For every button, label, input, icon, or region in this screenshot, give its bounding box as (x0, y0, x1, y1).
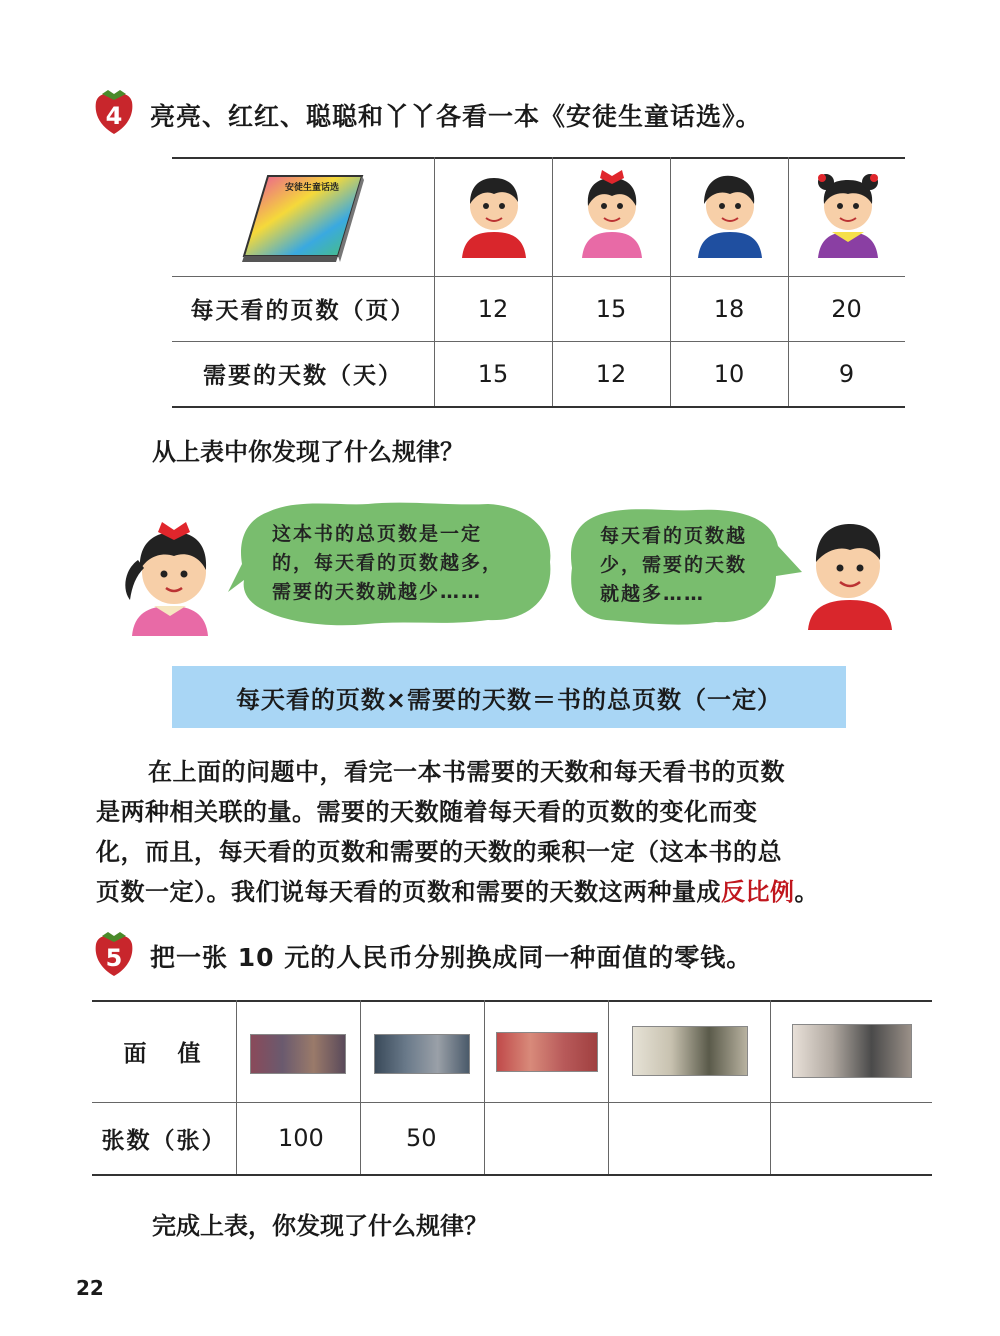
paragraph-line: 是两种相关联的量。需要的天数随着每天看的页数的变化而变 (96, 798, 758, 826)
question-5-prompt: 完成上表，你发现了什么规律？ (152, 1212, 488, 1240)
formula-box (172, 666, 846, 728)
days-value: 15 (477, 359, 509, 388)
question-4-prompt: 从上表中你发现了什么规律？ (152, 438, 464, 466)
banknote-5-yuan-image (632, 1026, 748, 1076)
question-4-number: 4 (105, 102, 123, 130)
congcong-portrait (692, 170, 768, 262)
pages-per-day-label: 每天看的页数（页） (190, 298, 416, 324)
left-bubble-line: 这本书的总页数是一定 (272, 523, 483, 545)
pages-value: 15 (595, 294, 627, 323)
left-speech-bubble (228, 500, 558, 634)
boy-illustration (800, 518, 900, 634)
sheet-count-value: 50 (406, 1124, 437, 1152)
paragraph-line: 在上面的问题中，看完一本书需要的天数和每天看书的页数 (148, 758, 785, 786)
paragraph-line-last (96, 872, 936, 912)
pages-value: 20 (831, 294, 862, 323)
inverse-proportion-term: 反比例 (721, 878, 795, 906)
yaya-portrait (808, 168, 888, 262)
left-bubble-line: 需要的天数就越少…… (272, 581, 483, 603)
banknote-1-yuan-image (496, 1032, 598, 1072)
sheet-count-input[interactable] (484, 1102, 608, 1174)
days-needed-label: 需要的天数（天） (203, 363, 403, 389)
pages-value: 12 (477, 294, 509, 323)
honghong-portrait (572, 168, 652, 262)
question-5-number: 5 (105, 944, 123, 972)
sheet-count-input[interactable] (608, 1102, 770, 1174)
left-bubble-line: 的，每天看的页数越多， (272, 552, 504, 574)
face-value-label: 面 值 (123, 1040, 205, 1067)
sheet-count-value: 100 (278, 1124, 324, 1152)
question-5-badge (92, 930, 136, 982)
book-cover-label: 安徒生童话选 (284, 183, 340, 193)
book-cover-image (240, 172, 370, 268)
question-4-badge (92, 88, 136, 140)
paragraph-text: 页数一定）。我们说每天看的页数和需要的天数这两种量成 (96, 878, 721, 906)
right-bubble-line: 每天看的页数越 (600, 525, 748, 547)
right-bubble-line: 就越多…… (600, 583, 706, 605)
liangliang-portrait (456, 172, 532, 262)
days-value: 9 (838, 359, 855, 388)
paragraph-text: 。 (794, 878, 819, 906)
girl-illustration (118, 520, 222, 640)
banknote-10-jiao-image (250, 1034, 346, 1074)
question-5-title: 把一张 10 元的人民币分别换成同一种面值的零钱。 (150, 943, 753, 972)
formula-text: 每天看的页数×需要的天数＝书的总页数（一定） (235, 685, 783, 714)
pages-value: 18 (713, 294, 745, 323)
days-value: 10 (713, 359, 745, 388)
right-speech-bubble (566, 506, 802, 632)
question-4-title: 亮亮、红红、聪聪和丫丫各看一本《安徒生童话选》。 (150, 102, 762, 131)
sheet-count-input[interactable] (770, 1102, 932, 1174)
banknote-20-jiao-image (374, 1034, 470, 1074)
paragraph-line: 化，而且，每天看的页数和需要的天数的乘积一定（这本书的总 (96, 838, 782, 866)
banknote-5-yuan-new-image (792, 1024, 912, 1078)
page-number: 22 (76, 1276, 104, 1300)
days-value: 12 (595, 359, 627, 388)
sheet-count-label: 张数（张） (101, 1127, 227, 1154)
right-bubble-line: 少，需要的天数 (600, 554, 748, 576)
